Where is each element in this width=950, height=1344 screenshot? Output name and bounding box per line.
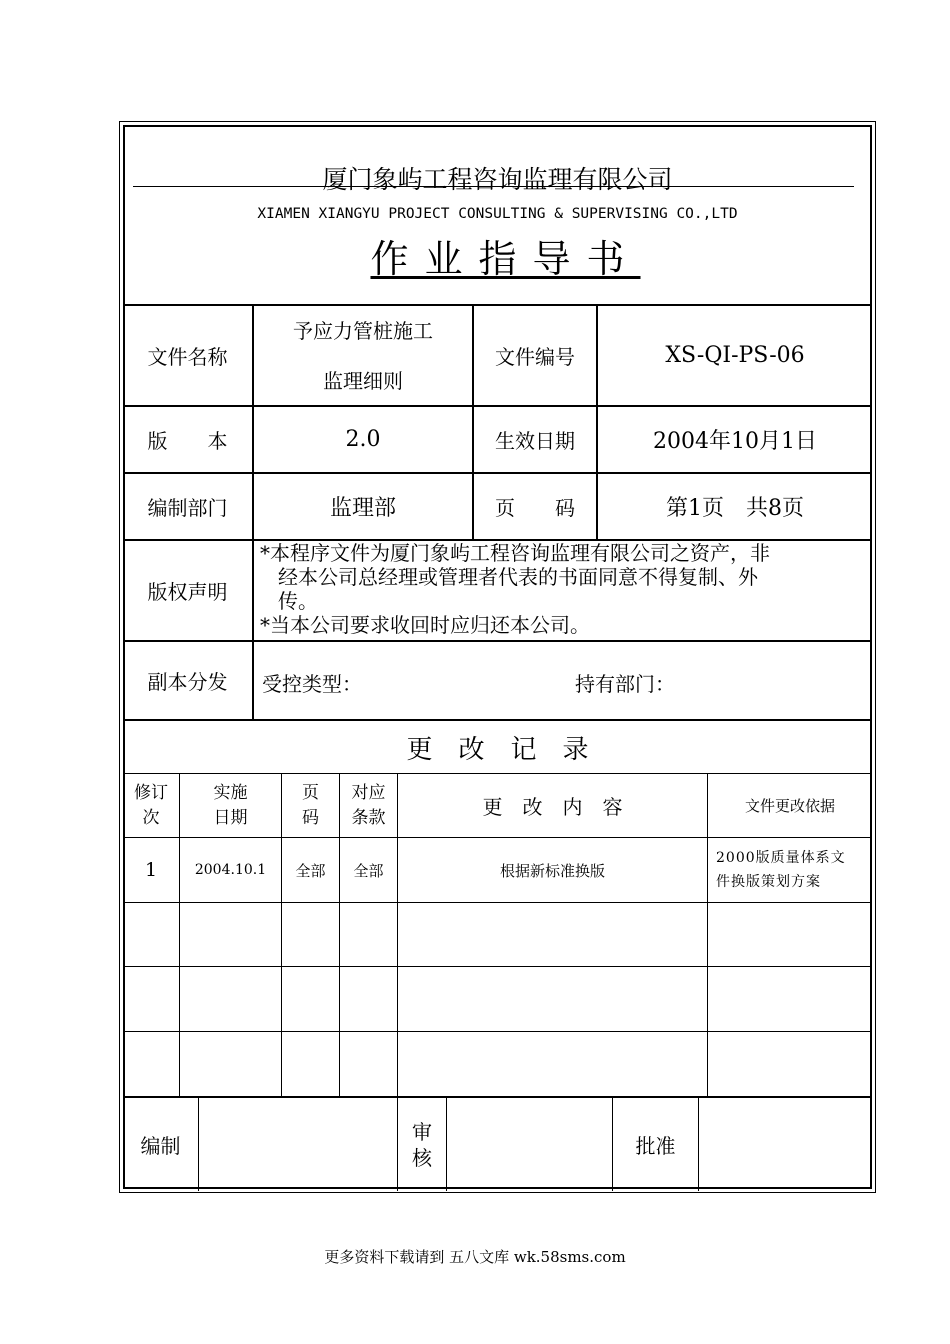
row1-revision: 1 bbox=[144, 859, 158, 881]
row1-date: 2004.10.1 bbox=[194, 862, 267, 878]
row1-basis-line2: 件换版策划方案 bbox=[716, 874, 821, 890]
version-value: 2.0 bbox=[345, 427, 381, 452]
grid-line bbox=[123, 1096, 872, 1098]
copyright-label: 版权声明 bbox=[147, 580, 228, 604]
grid-line bbox=[698, 1096, 699, 1191]
grid-line bbox=[198, 1096, 199, 1191]
header-date bbox=[180, 774, 281, 837]
grid-line bbox=[123, 1031, 872, 1032]
document-type-title: 作业指导书 bbox=[370, 237, 641, 281]
file-name-value bbox=[254, 306, 472, 405]
controlled-type-label: 受控类型： bbox=[262, 672, 362, 696]
department-value: 监理部 bbox=[329, 496, 396, 521]
version-label: 版 本 bbox=[147, 429, 228, 453]
row1-basis-line1: 2000版质量体系文 bbox=[716, 850, 846, 866]
row1-content: 根据新标准换版 bbox=[499, 861, 605, 880]
header-clause bbox=[340, 774, 397, 837]
copy-distribution-label: 副本分发 bbox=[147, 670, 228, 694]
approver-label: 批准 bbox=[635, 1134, 676, 1158]
page-number-label: 页 码 bbox=[495, 496, 575, 520]
row1-page: 全部 bbox=[295, 861, 326, 880]
page-number-value: 第1页 共8页 bbox=[666, 496, 804, 521]
header-page bbox=[282, 774, 339, 837]
company-name-cn: 厦门象屿工程咨询监理有限公司 bbox=[322, 165, 673, 194]
header-page-line1: 页 bbox=[302, 782, 319, 803]
reviewer-label bbox=[398, 1098, 446, 1191]
header-clause-line2: 条款 bbox=[351, 807, 386, 828]
file-name-line2: 监理细则 bbox=[323, 368, 403, 393]
effective-date-value: 2004年10月1日 bbox=[653, 429, 817, 454]
header-date-line1: 实施 bbox=[213, 782, 248, 803]
grid-line bbox=[446, 1096, 447, 1191]
row1-basis bbox=[716, 846, 868, 894]
copyright-line: 传。 bbox=[278, 589, 318, 613]
header-clause-line1: 对应 bbox=[351, 782, 386, 803]
effective-date-label: 生效日期 bbox=[495, 429, 575, 453]
reviewer-label-line2: 核 bbox=[412, 1145, 432, 1170]
grid-line bbox=[123, 902, 872, 903]
copyright-statement bbox=[260, 541, 870, 637]
copyright-line: 经本公司总经理或管理者代表的书面同意不得复制、外 bbox=[278, 565, 758, 589]
header-date-line2: 日期 bbox=[213, 807, 248, 828]
header-page-line2: 码 bbox=[302, 807, 319, 828]
change-record-title: 更 改 记 录 bbox=[406, 734, 589, 765]
header-revision-line1: 修订 bbox=[134, 782, 168, 803]
company-name-en: XIAMEN XIANGYU PROJECT CONSULTING & SUPERVISING CO.,LTD bbox=[257, 206, 738, 222]
header-revision bbox=[123, 774, 179, 837]
department-label: 编制部门 bbox=[147, 496, 228, 520]
reviewer-label-line1: 审 bbox=[412, 1119, 432, 1144]
holder-department-label: 持有部门： bbox=[575, 672, 675, 696]
footer-download-note: 更多资料下载请到 五八文库 wk.58sms.com bbox=[324, 1248, 626, 1266]
file-name-line1: 予应力管桩施工 bbox=[293, 318, 433, 343]
grid-line bbox=[123, 966, 872, 967]
copyright-line: *本程序文件为厦门象屿工程咨询监理有限公司之资产，非 bbox=[260, 541, 770, 565]
header-revision-line2: 次 bbox=[142, 807, 160, 828]
row1-clause: 全部 bbox=[353, 861, 384, 880]
compiler-label: 编制 bbox=[140, 1134, 181, 1158]
header-content: 更 改 内 容 bbox=[482, 795, 623, 819]
header-basis: 文件更改依据 bbox=[744, 797, 835, 815]
file-name-label: 文件名称 bbox=[147, 345, 228, 369]
copyright-line: *当本公司要求收回时应归还本公司。 bbox=[260, 613, 590, 637]
file-no-value: XS-QI-PS-06 bbox=[665, 343, 805, 368]
file-no-label: 文件编号 bbox=[495, 345, 575, 369]
